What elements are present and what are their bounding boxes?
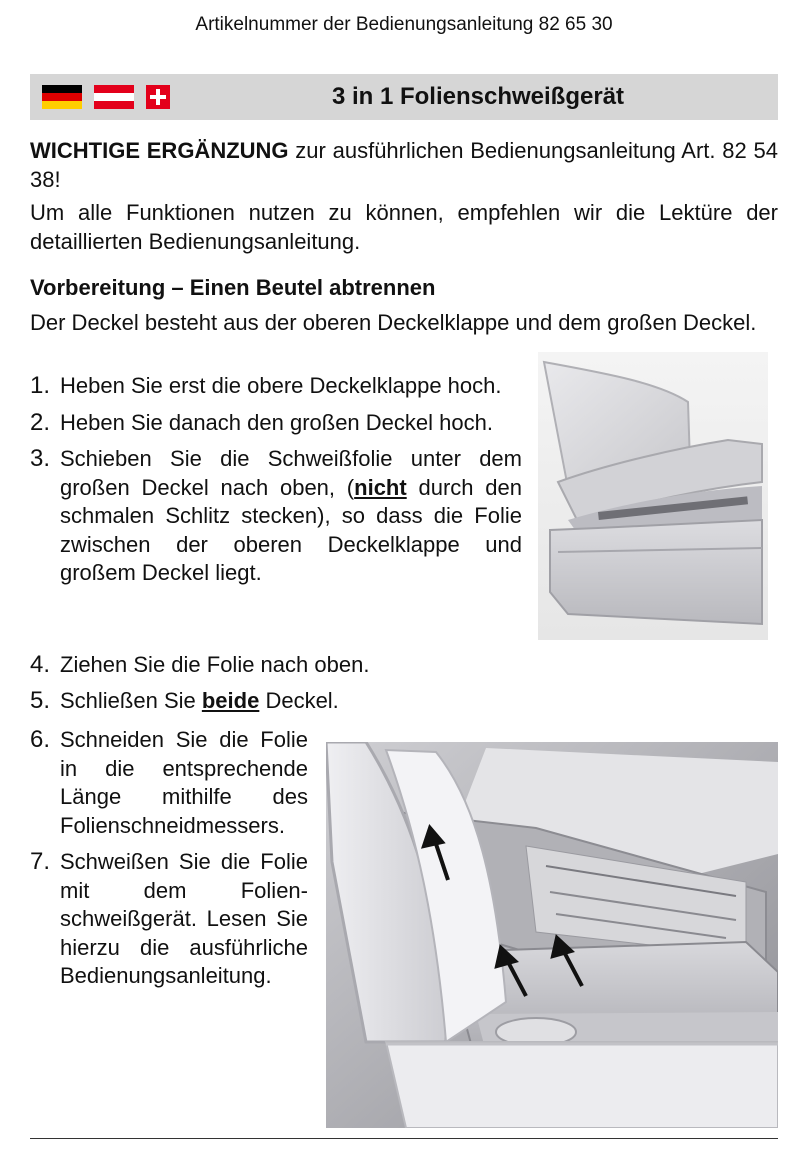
footer-divider <box>30 1138 778 1139</box>
step-number: 6. <box>30 726 51 753</box>
step-text: Heben Sie danach den großen Deckel hoch. <box>60 409 493 435</box>
step-number: 5. <box>30 686 51 714</box>
title-bar <box>30 74 778 120</box>
flag-germany-icon <box>42 85 82 109</box>
sealer-closeup-photo <box>326 742 778 1128</box>
step-number: 7. <box>30 848 51 875</box>
lid-description: Der Deckel besteht aus der oberen Deckelklappe und dem großen Deckel. <box>30 310 757 335</box>
step-number: 3. <box>30 445 51 472</box>
step-text-post: Deckel. <box>259 687 339 713</box>
important-lead-rest: zur ausführlichen Bedienungsanleitung Art. 82 54 38! <box>30 138 778 192</box>
flag-switzerland-icon <box>146 85 170 109</box>
step-text: Schneiden Sie die Folie in die entsprechende Länge mithilfe des Folienschneidmessers. <box>60 727 308 838</box>
important-supplement-note <box>30 136 778 194</box>
article-number-line: Artikelnummer der Bedienungsanleitung 82 65 30 <box>195 14 613 35</box>
step-item <box>30 409 522 438</box>
step-text-pre: Schließen Sie <box>60 687 202 713</box>
step-item <box>30 687 530 716</box>
steps-list-top <box>30 372 522 596</box>
sealer-open-lids-photo <box>538 352 768 640</box>
step-text: Ziehen Sie die Folie nach oben. <box>60 652 370 677</box>
page-title: 3 in 1 Folienschweißgerät <box>331 83 625 110</box>
step-item <box>30 445 522 588</box>
step-text-post: durch den schmalen Schlitz stecken), so dass die Folie zwischen der oberen Deckelklappe und großem Deckel liegt. <box>60 474 522 585</box>
step-number: 2. <box>30 408 51 436</box>
flag-austria-icon <box>94 85 134 109</box>
step-number: 4. <box>30 651 51 678</box>
flag-group <box>42 85 170 109</box>
step-text: Schweißen Sie die Folie mit dem Folienschweißgerät. Lesen Sie hierzu die ausführliche Bedienungsanleitung. <box>60 849 308 988</box>
step-text-pre: Schieben Sie die Schweißfolie unter dem großen Deckel nach oben, ( <box>60 446 522 500</box>
steps-list-bottom <box>30 726 308 999</box>
step-item <box>30 726 308 840</box>
recommendation-note: Um alle Funktionen nutzen zu können, empfehlen wir die Lektüre der detaillierten Bedienungsanleitung. <box>30 200 778 254</box>
step-item <box>30 848 308 991</box>
step-emphasis: nicht <box>354 474 407 500</box>
steps-list-middle <box>30 651 530 722</box>
step-text: Heben Sie erst die obere Deckelklappe hoch. <box>60 373 502 398</box>
important-lead: WICHTIGE ERGÄNZUNG <box>30 138 289 163</box>
step-emphasis: beide <box>201 687 260 713</box>
step-item <box>30 372 522 401</box>
step-number: 1. <box>30 372 51 399</box>
step-item <box>30 651 530 680</box>
section-title: Vorbereitung – Einen Beutel abtrennen <box>30 275 436 300</box>
